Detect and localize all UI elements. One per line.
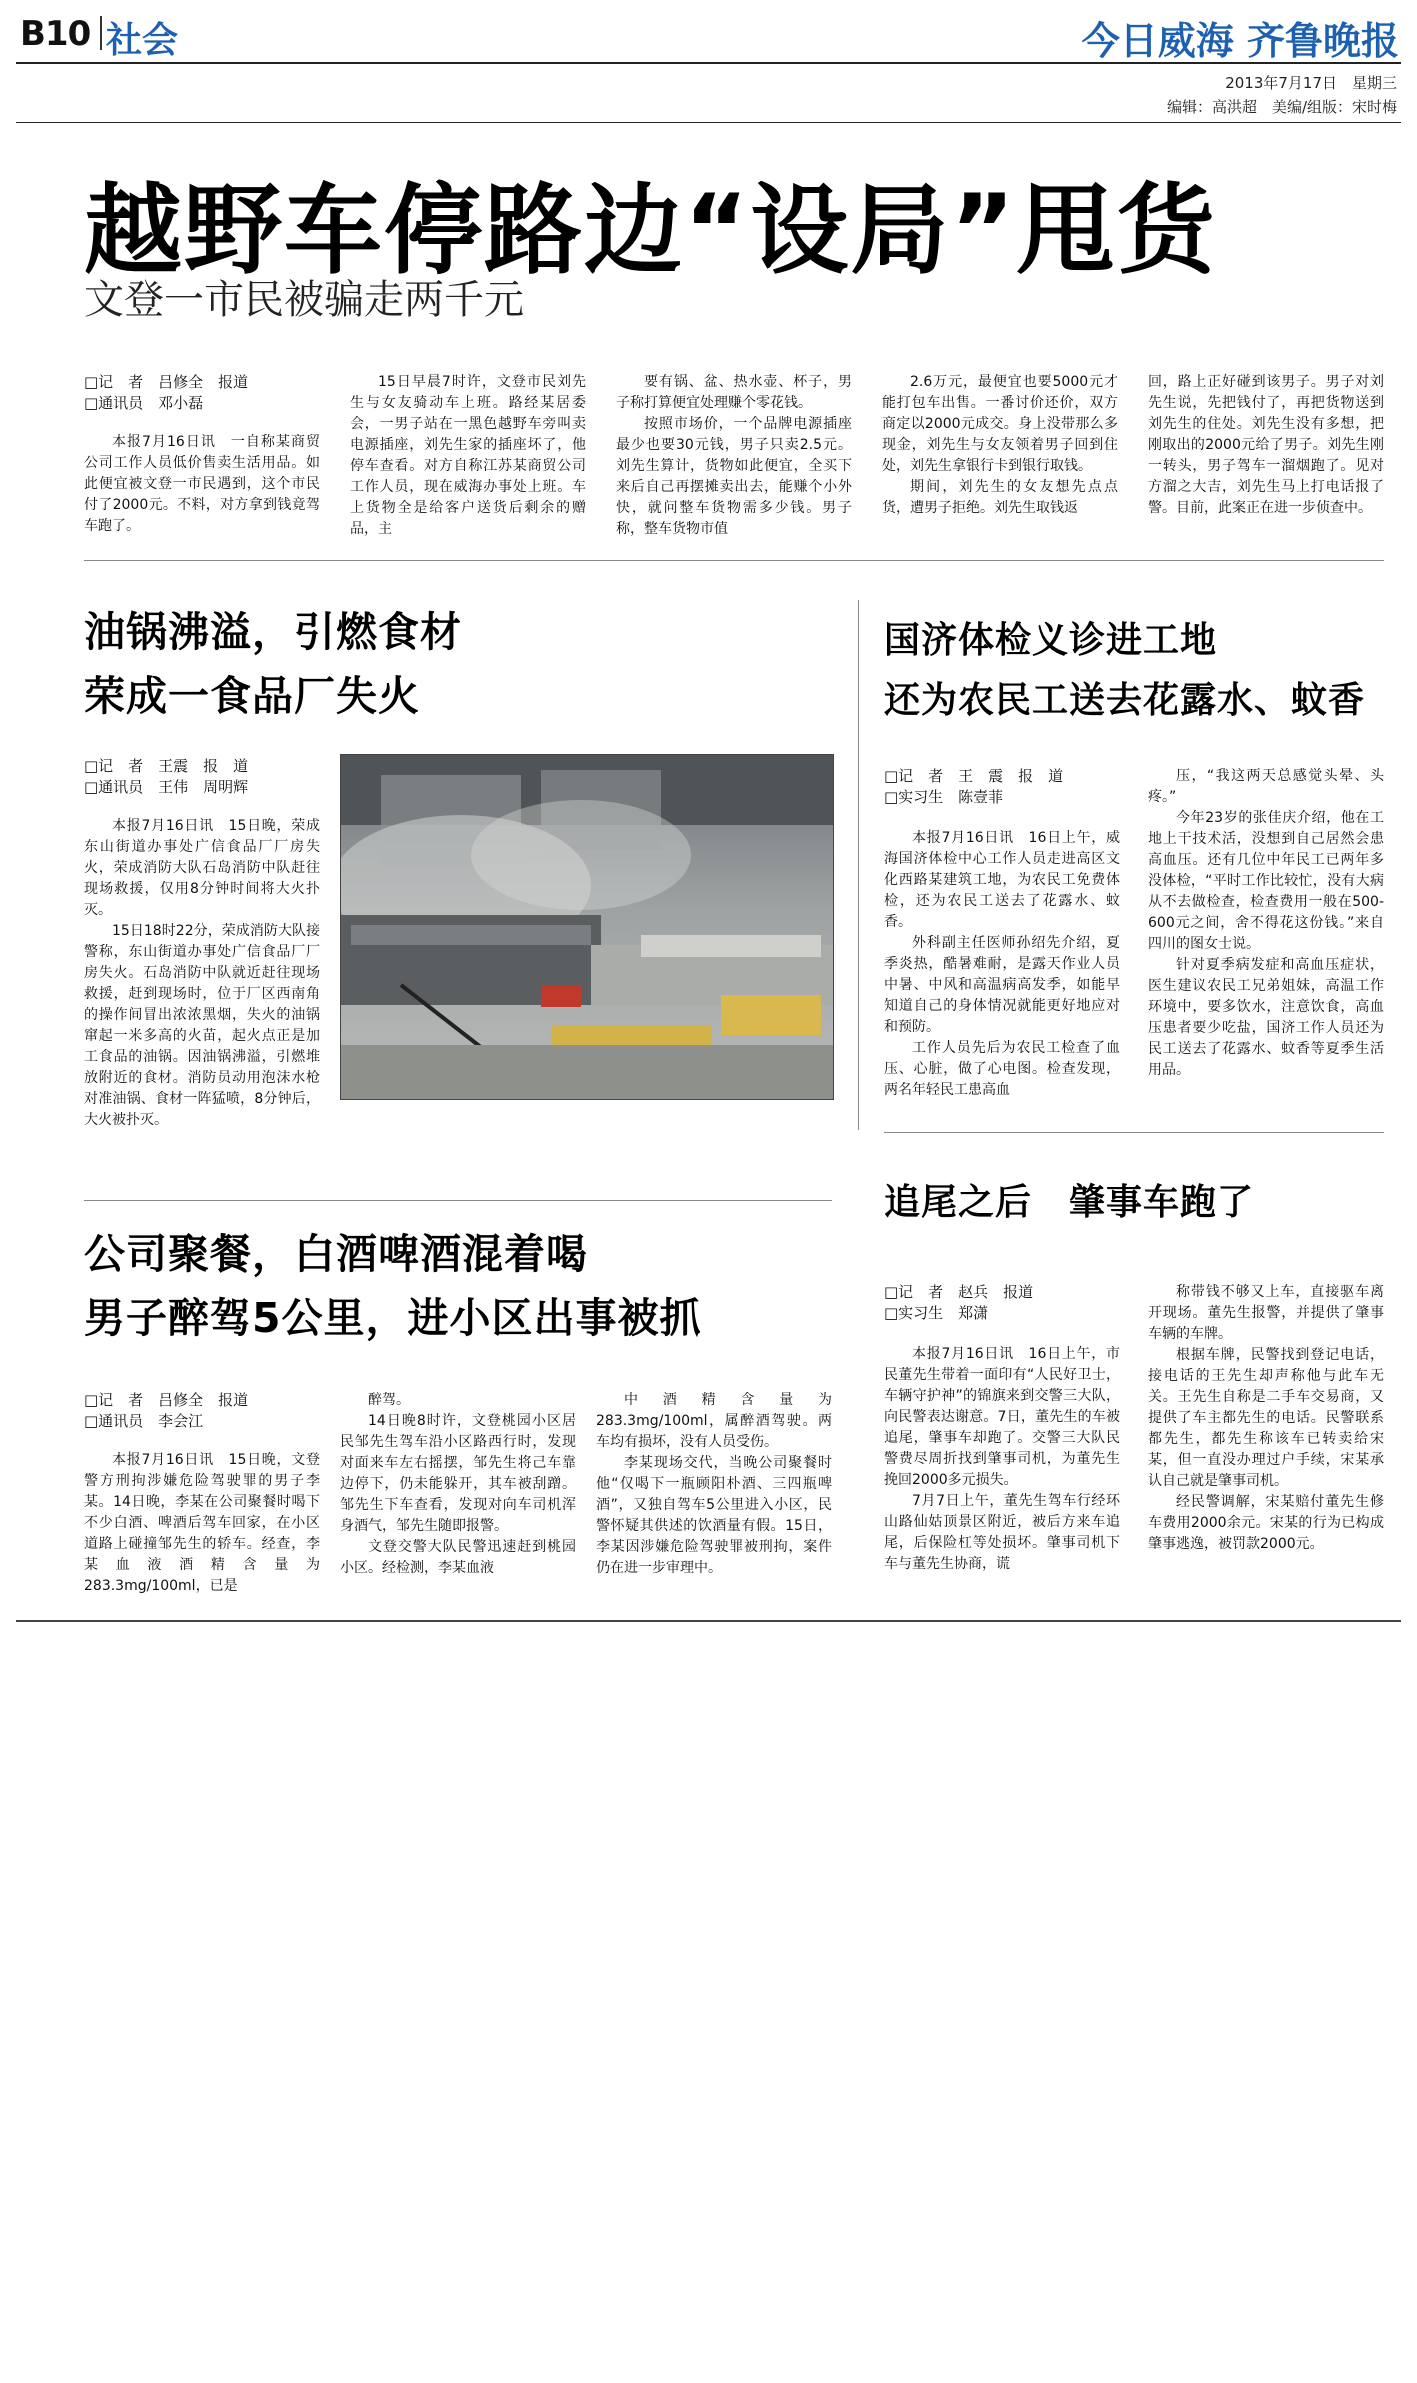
paragraph: 15日18时22分，荣成消防大队接警称，东山街道办事处广信食品厂厂房失火。石岛消防中队就近赶往现场救援，赶到现场时，位于厂区西南角的操作间冒出浓浓黑烟，失火的油锅窜起一米多高的火苗，起火点正是加工食品的油锅。因油锅沸溢，引燃堆放附近的食材。消防员动用泡沫水枪对准油锅、食材一阵猛喷，8分钟后，大火被扑灭。 bbox=[84, 923, 320, 1128]
drunkdrive-byline-reporter: □记 者 吕修全 报道 bbox=[84, 1391, 249, 1409]
clinic-column-2 bbox=[1148, 766, 1384, 1081]
drunkdrive-column-2 bbox=[340, 1390, 576, 1579]
paragraph: 本报7月16日讯 16日上午，市民董先生带着一面印有“人民好卫士，车辆守护神”的锦旗来到交警三大队，向民警表达谢意。7日，董先生的车被追尾，肇事车却跑了。交警三大队民警费尽周折找到肇事司机，为董先生挽回2000多元损失。 bbox=[884, 1346, 1120, 1488]
paragraph: 称带钱不够又上车，直接驱车离开现场。董先生报警，并提供了肇事车辆的车牌。 bbox=[1148, 1284, 1384, 1342]
paragraph: 本报7月16日讯 16日上午，威海国济体检中心工作人员走进高区文化西路某建筑工地，为农民工免费体检，还为农民工送去了花露水、蚊香。 bbox=[884, 830, 1120, 930]
paragraph: 经民警调解，宋某赔付董先生修车费用2000余元。宋某的行为已构成肇事逃逸，被罚款2000元。 bbox=[1148, 1494, 1384, 1552]
drunkdrive-byline-correspondent: □通讯员 李会江 bbox=[84, 1412, 204, 1430]
fire-story-body bbox=[84, 816, 320, 1131]
paragraph: 醉驾。 bbox=[368, 1392, 410, 1408]
lead-headline: 越野车停路边“设局”甩货 bbox=[84, 174, 1217, 288]
drunkdrive-headline-line1: 公司聚餐，白酒啤酒混着喝 bbox=[84, 1230, 588, 1278]
paragraph: 外科副主任医师孙绍先介绍，夏季炎热，酷暑难耐，是露天作业人员中暑、中风和高温病高发季，如能早知道自己的身体情况就能更好地应对和预防。 bbox=[884, 935, 1120, 1035]
hitrun-headline: 追尾之后 肇事车跑了 bbox=[884, 1182, 1255, 1223]
fire-byline-correspondent: □通讯员 王伟 周明辉 bbox=[84, 778, 249, 796]
clinic-headline-line2: 还为农民工送去花露水、蚊香 bbox=[884, 680, 1366, 721]
lead-byline-reporter: □记 者 吕修全 报道 bbox=[84, 373, 249, 391]
paragraph: 针对夏季病发症和高血压症状，医生建议农民工兄弟姐妹，高温工作环境中，要多饮水，注意饮食，高血压患者要少吃盐，国济工作人员还为民工送去了花露水、蚊香等夏季生活用品。 bbox=[1148, 957, 1384, 1078]
paragraph: 李某现场交代，当晚公司聚餐时他“仅喝下一瓶顾阳朴酒、三四瓶啤酒”，又独自驾车5公里进入小区，民警怀疑其供述的饮酒量有假。15日，李某因涉嫌危险驾驶罪被刑拘，案件仍在进一步审理中。 bbox=[596, 1455, 832, 1576]
paragraph: 压，“我这两天总感觉头晕、头疼。” bbox=[1148, 768, 1384, 805]
lead-column-4 bbox=[882, 372, 1118, 519]
paragraph: 期间，刘先生的女友想先点点货，遭男子拒绝。刘先生取钱返 bbox=[882, 479, 1118, 516]
lead-column-2: 15日早晨7时许，文登市民刘先生与女友骑动车上班。路经某居委会，一男子站在一黑色越野车旁叫卖电源插座，刘先生家的插座坏了，他停车查看。对方自称江苏某商贸公司工作人员，现在威海办事处上班。车上货物全是给客户送货后剩余的赠品，主 bbox=[350, 374, 586, 537]
page-number: B10 bbox=[20, 14, 91, 54]
paragraph: 文登交警大队民警迅速赶到桃园小区。经检测，李某血液 bbox=[340, 1539, 576, 1576]
editor-credits: 编辑：高洪超 美编/组版：宋时梅 bbox=[1166, 98, 1397, 116]
paragraph: 中酒精含量为283.3mg/100ml，属醉酒驾驶。两车均有损坏，没有人员受伤。 bbox=[596, 1392, 832, 1450]
lead-column-5: 回，路上正好碰到该男子。男子对刘先生说，先把钱付了，再把货物送到刘先生的住处。刘先生没有多想，把刚取出的2000元给了男子。刘先生刚一转头，男子驾车一溜烟跑了。见对方溜之大吉，刘先生马上打电话报了警。目前，此案正在进一步侦查中。 bbox=[1148, 374, 1384, 516]
drunkdrive-column-3 bbox=[596, 1390, 832, 1579]
page-bottom-rule bbox=[16, 1620, 1401, 1622]
column-divider-vertical bbox=[858, 600, 859, 1130]
paragraph: 按照市场价，一个品牌电源插座最少也要30元钱，男子只卖2.5元。刘先生算计，货物如此便宜，全买下来后自己再摆摊卖出去，能赚个小外快，就问整车货物需多少钱。男子称，整车货物市值 bbox=[616, 416, 852, 537]
paragraph: 根据车牌，民警找到登记电话，接电话的王先生却声称他与此车无关。王先生自称是二手车交易商，又提供了车主都先生的电话。民警联系都先生，都先生称该车已转卖给宋某，但一直没办理过户手续，宋某承认自己就是肇事司机。 bbox=[1148, 1347, 1384, 1489]
header-divider bbox=[100, 16, 102, 50]
clinic-byline-intern: □实习生 陈壹菲 bbox=[884, 788, 1004, 806]
clinic-column-1 bbox=[884, 828, 1120, 1101]
lead-byline-correspondent: □通讯员 邓小磊 bbox=[84, 394, 204, 412]
fire-byline-reporter: □记 者 王震 报 道 bbox=[84, 757, 249, 775]
newspaper-masthead: 今日威海 齐鲁晚报 bbox=[1081, 18, 1399, 63]
fire-headline-line2: 荣成一食品厂失火 bbox=[84, 672, 420, 720]
factory-kitchen-image bbox=[341, 755, 833, 1099]
lead-column-3 bbox=[616, 372, 852, 540]
paragraph: 今年23岁的张佳庆介绍，他在工地上干技术活，没想到自己居然会患高血压。还有几位中年民工已两年多没体检，“平时工作比较忙，没有大病从不去做检查，检查费用一般在500-600元之间，舍不得花这份钱。”来自四川的图女士说。 bbox=[1148, 810, 1384, 952]
drunkdrive-column-1 bbox=[84, 1450, 320, 1597]
clinic-headline-line1: 国济体检义诊进工地 bbox=[884, 620, 1218, 661]
fire-scene-photo bbox=[340, 754, 834, 1100]
lead-column-1: 本报7月16日讯 一自称某商贸公司工作人员低价售卖生活用品。如此便宜被文登一市民遇到，这个市民付了2000元。不料，对方拿到钱竟驾车跑了。 bbox=[84, 434, 320, 534]
paragraph: 要有锅、盆、热水壶、杯子，男子称打算便宜处理赚个零花钱。 bbox=[616, 374, 852, 411]
lead-subheadline: 文登一市民被骗走两千元 bbox=[84, 277, 524, 323]
fire-headline-line1: 油锅沸溢，引燃食材 bbox=[84, 608, 462, 656]
hitrun-byline-intern: □实习生 郑潇 bbox=[884, 1304, 989, 1322]
clinic-byline-reporter: □记 者 王 震 报 道 bbox=[884, 767, 1064, 785]
paragraph: 工作人员先后为农民工检查了血压、心脏，做了心电图。检查发现，两名年轻民工患高血 bbox=[884, 1040, 1120, 1098]
paragraph: 2.6万元，最便宜也要5000元才能打包车出售。一番讨价还价，双方商定以2000元成交。身上没带那么多现金，刘先生与女友领着男子回到住处，刘先生拿银行卡到银行取钱。 bbox=[882, 374, 1118, 474]
hitrun-byline-reporter: □记 者 赵兵 报道 bbox=[884, 1283, 1034, 1301]
paragraph: 7月7日上午，董先生驾车行经环山路仙姑顶景区附近，被后方来车追尾，后保险杠等处损坏。肇事司机下车与董先生协商，谎 bbox=[884, 1493, 1120, 1572]
section-divider-2 bbox=[84, 1200, 832, 1201]
issue-date: 2013年7月17日 星期三 bbox=[1225, 74, 1397, 92]
drunkdrive-headline-line2: 男子醉驾5公里，进小区出事被抓 bbox=[84, 1294, 702, 1342]
section-name: 社会 bbox=[106, 19, 179, 61]
header-rule bbox=[16, 62, 1401, 64]
section-divider-right bbox=[884, 1132, 1384, 1133]
section-divider-1 bbox=[84, 560, 1384, 561]
hitrun-column-2 bbox=[1148, 1282, 1384, 1555]
paragraph: 本报7月16日讯 15日晚，荣成东山街道办事处广信食品厂厂房失火，荣成消防大队石岛消防中队赶往现场救援，仅用8分钟时间将大火扑灭。 bbox=[84, 818, 320, 918]
paragraph: 14日晚8时许，文登桃园小区居民邹先生驾车沿小区路西行时，发现对面来车左右摇摆，邹先生将己车靠边停下，仍未能躲开，其车被刮蹭。邹先生下车查看，发现对向车司机浑身酒气，邹先生随即报警。 bbox=[340, 1413, 576, 1534]
subheader-rule bbox=[16, 122, 1401, 123]
hitrun-column-1 bbox=[884, 1344, 1120, 1575]
paragraph: 本报7月16日讯 15日晚，文登警方刑拘涉嫌危险驾驶罪的男子李某。14日晚，李某在公司聚餐时喝下不少白酒、啤酒后驾车回家，在小区道路上碰撞邹先生的轿车。经查，李某血液酒精含量为283.3mg/100ml，已是 bbox=[84, 1452, 320, 1594]
